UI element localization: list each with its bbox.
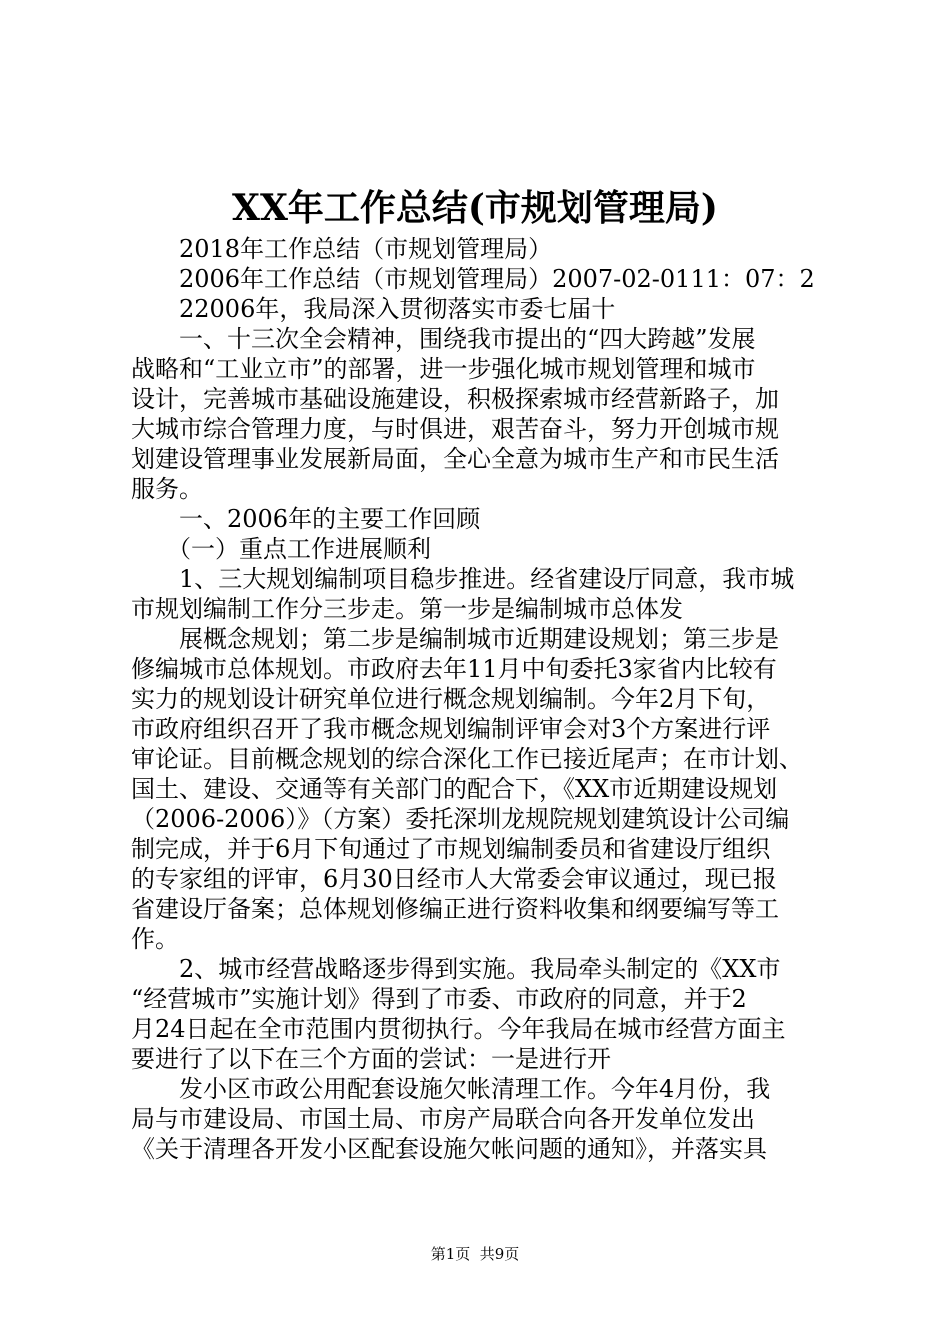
body-line: 月24日起在全市范围内贯彻执行。今年我局在城市经营方面主 — [131, 1015, 786, 1043]
body-line: 一、十三次全会精神，围绕我市提出的“四大跨越”发展 — [131, 325, 756, 353]
body-line: （2006-2006）》（方案）委托深圳龙规院规划建筑设计公司编 — [131, 805, 790, 833]
body-line: 实力的规划设计研究单位进行概念规划编制。今年2月下旬， — [131, 685, 771, 713]
body-line: 修编城市总体规划。市政府去年11月中旬委托3家省内比较有 — [131, 655, 777, 683]
body-line: 省建设厅备案；总体规划修编正进行资料收集和纲要编写等工 — [131, 895, 779, 923]
body-line: 大城市综合管理力度，与时俱进，艰苦奋斗，努力开创城市规 — [131, 415, 779, 443]
body-line: 2、城市经营战略逐步得到实施。我局牵头制定的《XX市 — [131, 955, 781, 983]
body-line: 审论证。目前概念规划的综合深化工作已接近尾声；在市计划、 — [131, 745, 803, 773]
body-line: 1、三大规划编制项目稳步推进。经省建设厅同意，我市城 — [131, 565, 795, 593]
body-line: 划建设管理事业发展新局面，全心全意为城市生产和市民生活 — [131, 445, 779, 473]
body-line: 市规划编制工作分三步走。第一步是编制城市总体发 — [131, 595, 683, 623]
body-line: 战略和“工业立市”的部署，进一步强化城市规划管理和城市 — [131, 355, 756, 383]
body-line: 要进行了以下在三个方面的尝试：一是进行开 — [131, 1045, 611, 1073]
body-line: 作。 — [131, 925, 179, 953]
body-line: 设计，完善城市基础设施建设，积极探索城市经营新路子，加 — [131, 385, 779, 413]
body-line: （一）重点工作进展顺利 — [131, 535, 431, 563]
body-line: 局与市建设局、市国土局、市房产局联合向各开发单位发出 — [131, 1105, 755, 1133]
body-line: 的专家组的评审，6月30日经市人大常委会审议通过，现已报 — [131, 865, 777, 893]
body-line: 《关于清理各开发小区配套设施欠帐问题的通知》，并落实具 — [131, 1135, 767, 1163]
body-line: 展概念规划；第二步是编制城市近期建设规划；第三步是 — [131, 625, 779, 653]
body-line: 市政府组织召开了我市概念规划编制评审会对3个方案进行评 — [131, 715, 771, 743]
body-line: 2006年工作总结（市规划管理局）2007-02-0111：07：2 — [131, 265, 815, 293]
body-line: 服务。 — [131, 475, 203, 503]
body-line: 一、2006年的主要工作回顾 — [131, 505, 481, 533]
body-line: 2018年工作总结（市规划管理局） — [131, 235, 553, 263]
body-line: 22006年，我局深入贯彻落实市委七届十 — [131, 295, 616, 323]
document-title: XX年工作总结(市规划管理局) — [232, 187, 718, 229]
page-number: 第1页 共9页 — [430, 1245, 520, 1263]
page-footer — [0, 1244, 950, 1264]
body-line: 发小区市政公用配套设施欠帐清理工作。今年4月份，我 — [131, 1075, 771, 1103]
document-body — [131, 234, 831, 1164]
body-line: 制完成，并于6月下旬通过了市规划编制委员和省建设厅组织 — [131, 835, 771, 863]
body-line: 国土、建设、交通等有关部门的配合下，《XX市近期建设规划 — [131, 775, 778, 803]
body-line: “经营城市”实施计划》得到了市委、市政府的同意，并于2 — [131, 985, 747, 1013]
